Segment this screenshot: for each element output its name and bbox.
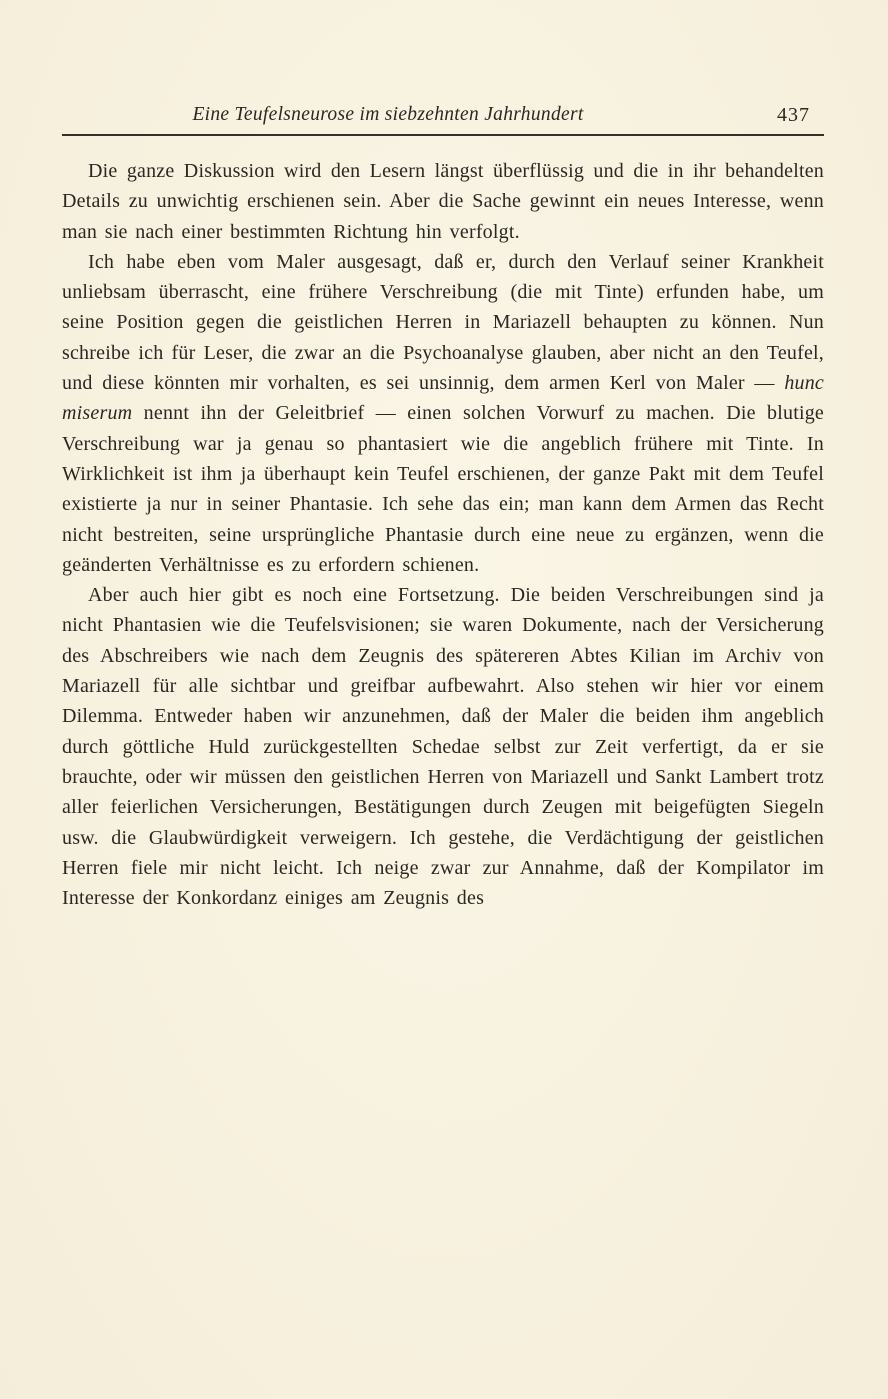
paragraph-2-latin-phrase: hunc miserum	[62, 372, 824, 425]
page-number: 437	[777, 104, 810, 126]
paragraph-2	[62, 247, 824, 580]
paragraph-2-after-italic: nennt ihn der Geleitbrief — einen solchen Vorwurf zu machen. Die blutige Verschreibung war ja genau so phantasiert wie die angeblich frühere mit Tinte. In Wirklichkeit ist ihm ja überhaupt kein Teufel erschienen, der ganze Pakt mit dem Teufel existierte ja nur in seiner Phantasie. Ich sehe das ein; man kann dem Armen das Recht nicht bestreiten, seine ursprüngliche Phantasie durch eine neue zu ergänzen, wenn die geänderten Verhältnisse es zu erfordern schienen.	[62, 402, 824, 576]
running-head	[62, 104, 824, 136]
paragraph-1: Die ganze Diskussion wird den Lesern längst überflüssig und die in ihr behandelten Details zu unwichtig erschienen sein. Aber die Sache gewinnt ein neues Interesse, wenn man sie nach einer bestimmten Richtung hin verfolgt.	[62, 160, 824, 243]
body-text	[62, 156, 824, 913]
paragraph-2-before-italic: Ich habe eben vom Maler ausgesagt, daß er, durch den Verlauf seiner Krankheit unliebsam überrascht, eine frühere Verschreibung (die mit Tinte) erfunden habe, um seine Position gegen die geistlichen Herren in Mariazell behaupten zu können. Nun schreibe ich für Leser, die zwar an die Psychoanalyse glauben, aber nicht an den Teufel, und diese könnten mir vorhalten, es sei unsinnig, dem armen Kerl von Maler —	[62, 250, 824, 395]
running-head-title: Eine Teufelsneurose im siebzehnten Jahrhundert	[192, 104, 584, 125]
paragraph-3: Aber auch hier gibt es noch eine Fortsetzung. Die beiden Verschreibungen sind ja nicht Phantasien wie die Teufelsvisionen; sie waren Dokumente, nach der Versicherung des Abschreibers wie nach dem Zeugnis des spätereren Abtes Kilian im Archiv von Mariazell für alle sichtbar und greifbar aufbewahrt. Also stehen wir hier vor einem Dilemma. Entweder haben wir anzunehmen, daß der Maler die beiden ihm angeblich durch göttliche Huld zurückgestellten Schedae selbst zur Zeit verfertigt, da er sie brauchte, oder wir müssen den geistlichen Herren von Mariazell und Sankt Lambert trotz aller feierlichen Versicherungen, Bestätigungen durch Zeugen mit beigefügten Siegeln usw. die Glaubwürdigkeit verweigern. Ich gestehe, die Verdächtigung der geistlichen Herren fiele mir nicht leicht. Ich neige zwar zur Annahme, daß der Kompilator im Interesse der Konkordanz einiges am Zeugnis des	[62, 584, 824, 910]
